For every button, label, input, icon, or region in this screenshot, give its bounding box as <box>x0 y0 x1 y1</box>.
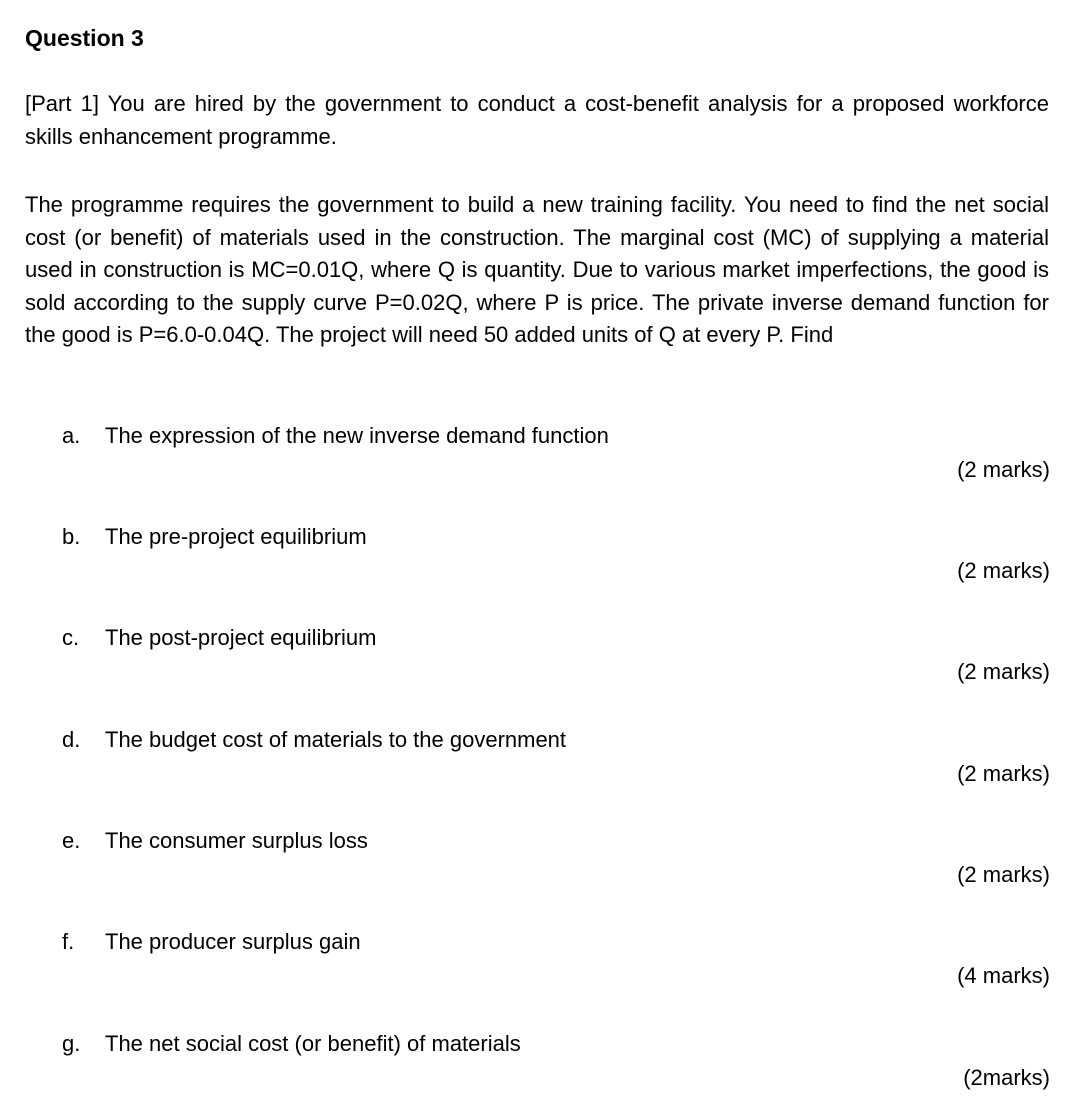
item-g-marks: (2marks) <box>963 1065 1050 1090</box>
item-f-marks: (4 marks) <box>957 963 1050 988</box>
question-title: Question 3 <box>25 25 144 51</box>
item-d-text: The budget cost of materials to the government <box>105 727 567 752</box>
item-a-marks: (2 marks) <box>957 457 1050 482</box>
item-g-label: g. <box>62 1031 81 1056</box>
item-e-text: The consumer surplus loss <box>105 828 368 853</box>
item-c-label: c. <box>62 625 80 650</box>
item-d-label: d. <box>62 727 81 752</box>
item-e-marks: (2 marks) <box>957 862 1050 887</box>
item-f-text: The producer surplus gain <box>105 929 361 954</box>
item-b-label: b. <box>62 524 81 549</box>
item-d-marks: (2 marks) <box>957 761 1050 786</box>
item-a-text: The expression of the new inverse demand function <box>105 423 609 448</box>
item-e-label: e. <box>62 828 81 853</box>
item-b-marks: (2 marks) <box>957 558 1050 583</box>
item-c-text: The post-project equilibrium <box>105 625 377 650</box>
item-b-text: The pre-project equilibrium <box>105 524 367 549</box>
item-a-label: a. <box>62 423 81 448</box>
item-f-label: f. <box>62 929 75 954</box>
question-body-paragraph: The programme requires the government to build a new training facility. You need to find the net social cost (or benefit) of materials used in the construction. The marginal cost (MC) of supplying a material used in construction is MC=0.01Q, where Q is quantity. Due to various market imperfections, the good is sold according to the supply curve P=0.02Q, where P is price. The private inverse demand function for the good is P=6.0-0.04Q. The project will need 50 added units of Q at every P. Find <box>25 192 1049 347</box>
part-intro-paragraph: [Part 1] You are hired by the government to conduct a cost-benefit analysis for a proposed workforce skills enhancement programme. <box>25 91 1049 149</box>
item-g-text: The net social cost (or benefit) of materials <box>105 1031 521 1056</box>
item-c-marks: (2 marks) <box>957 659 1050 684</box>
